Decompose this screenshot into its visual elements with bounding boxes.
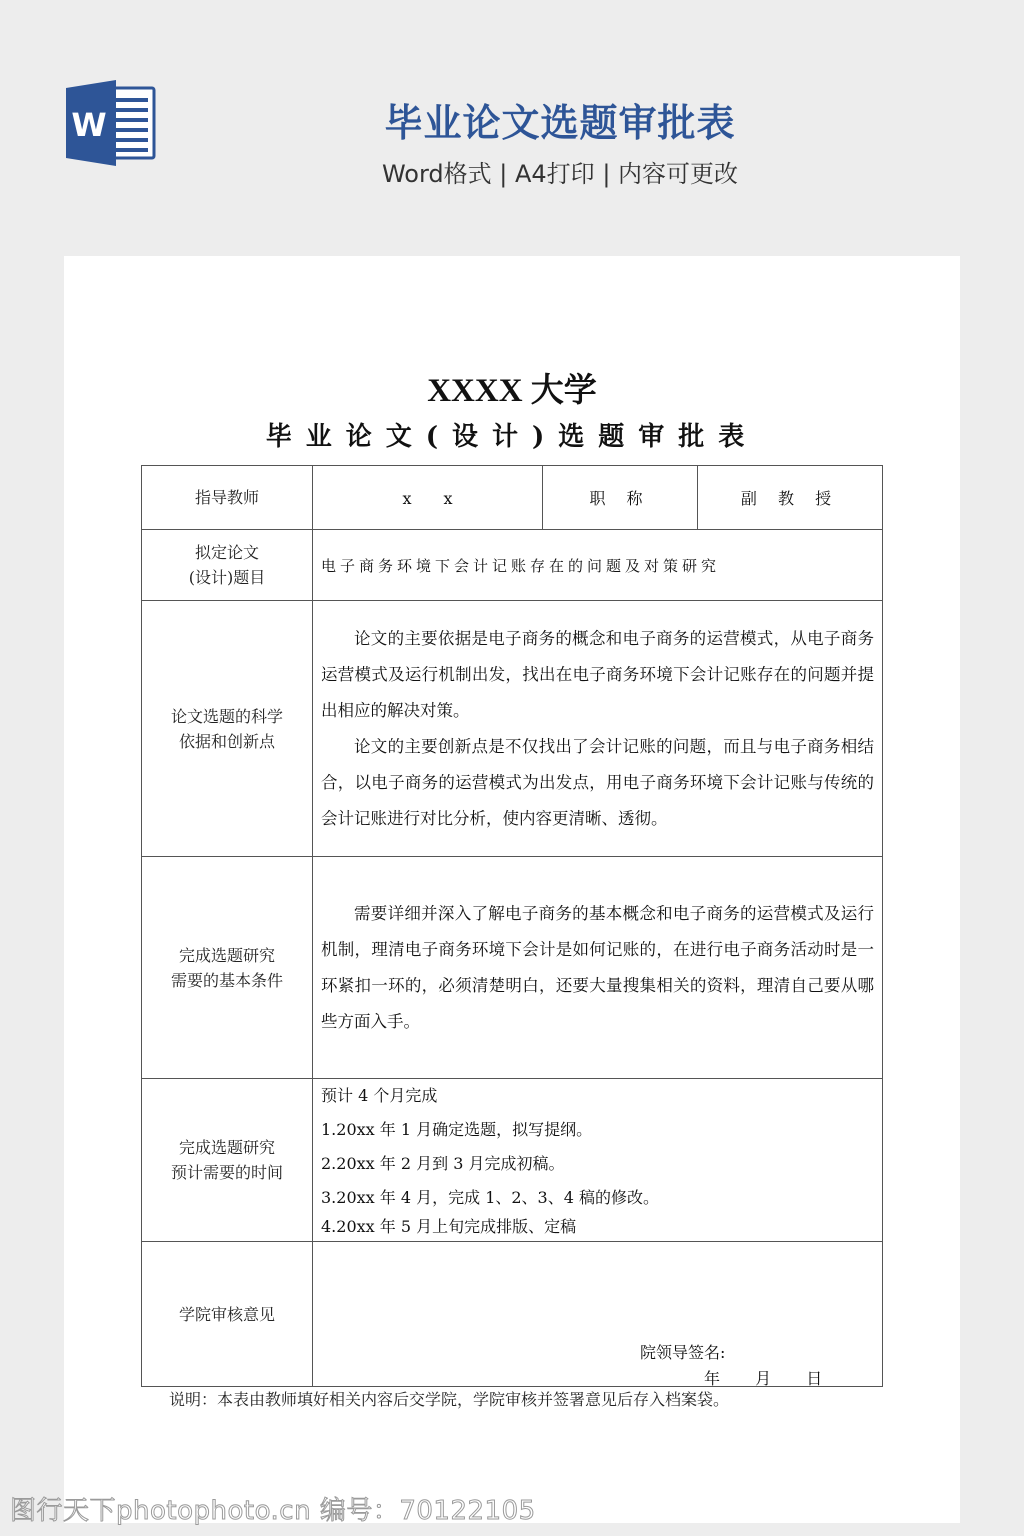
watermark: 图行天下photophoto.cn 编号：70122105	[10, 1496, 536, 1526]
timeline-item: 4.20xx 年 5 月上旬完成排版、定稿	[321, 1217, 577, 1236]
advisor-label: 指导教师	[142, 466, 313, 530]
university-title: XXXX 大学	[427, 373, 597, 409]
timeline-item: 3.20xx 年 4 月，完成 1、2、3、4 稿的修改。	[321, 1188, 660, 1207]
review-date	[704, 1366, 852, 1389]
review-row	[142, 1242, 883, 1387]
topic-label-line1: 拟定论文	[194, 543, 259, 562]
timeline-label-line1: 完成选题研究	[178, 1138, 275, 1157]
basis-paragraph-2: 论文的主要创新点是不仅找出了会计记账的问题，而且与电子商务相结合，以电子商务的运营模式为出发点，用电子商务环境下会计记账与传统的会计记账进行对比分析，使内容更清晰、透彻。	[321, 736, 874, 828]
basis-label	[142, 601, 313, 857]
basis-row	[142, 601, 883, 857]
timeline-content[interactable]	[313, 1079, 883, 1242]
advisor-row	[142, 466, 883, 530]
conditions-label-line1: 完成选题研究	[178, 945, 275, 965]
conditions-row	[142, 857, 883, 1079]
topic-value[interactable]: 电子商务环境下会计记账存在的问题及对策研究	[313, 530, 883, 601]
basis-label-line2: 依据和创新点	[178, 731, 275, 751]
review-label: 学院审核意见	[142, 1242, 313, 1387]
basis-paragraph-1: 论文的主要依据是电子商务的概念和电子商务的运营模式，从电子商务运营模式及运行机制出发，找出在电子商务环境下会计记账存在的问题并提出相应的解决对策。	[321, 628, 874, 720]
banner-title: 毕业论文选题审批表	[384, 101, 736, 145]
timeline-label	[142, 1079, 313, 1242]
advisor-value[interactable]: x x	[313, 466, 543, 530]
title-label: 职 称	[543, 466, 698, 530]
topic-label	[142, 530, 313, 601]
timeline-item: 2.20xx 年 2 月到 3 月完成初稿。	[321, 1154, 565, 1173]
basis-content[interactable]	[313, 601, 883, 857]
title-value[interactable]: 副 教 授	[698, 466, 883, 530]
word-icon	[64, 80, 156, 166]
conditions-label-line2: 需要的基本条件	[170, 970, 283, 990]
timeline-row	[142, 1079, 883, 1242]
signature-label: 院领导签名:	[640, 1343, 726, 1362]
conditions-label	[142, 857, 313, 1079]
timeline-item: 预计 4 个月完成	[321, 1086, 438, 1105]
conditions-content[interactable]	[313, 857, 883, 1079]
approval-form-table	[141, 465, 883, 1387]
form-title: 毕业论文(设计)选题审批表	[265, 422, 759, 452]
review-content[interactable]	[313, 1242, 883, 1387]
svg-text:W: W	[71, 106, 107, 144]
topic-label-line2: (设计)题目	[188, 568, 266, 587]
timeline-label-line2: 预计需要的时间	[170, 1163, 283, 1182]
date-day: 日	[806, 1369, 823, 1388]
basis-label-line1: 论文选题的科学	[170, 706, 283, 726]
form-note: 说明：本表由教师填好相关内容后交学院，学院审核并签署意见后存入档案袋。	[169, 1390, 730, 1409]
timeline-item: 1.20xx 年 1 月确定选题，拟写提纲。	[321, 1120, 593, 1139]
banner-subtitle: Word格式 | A4打印 | 内容可更改	[381, 160, 739, 188]
document-page	[64, 256, 960, 1523]
topic-row	[142, 530, 883, 601]
date-year: 年	[704, 1369, 721, 1388]
date-month: 月	[755, 1369, 772, 1388]
conditions-paragraph: 需要详细并深入了解电子商务的基本概念和电子商务的运营模式及运行机制，理清电子商务环境下会计是如何记账的，在进行电子商务活动时是一环紧扣一环的，必须清楚明白，还要大量搜集相关的资料，理清自己要从哪些方面入手。	[321, 903, 874, 1031]
